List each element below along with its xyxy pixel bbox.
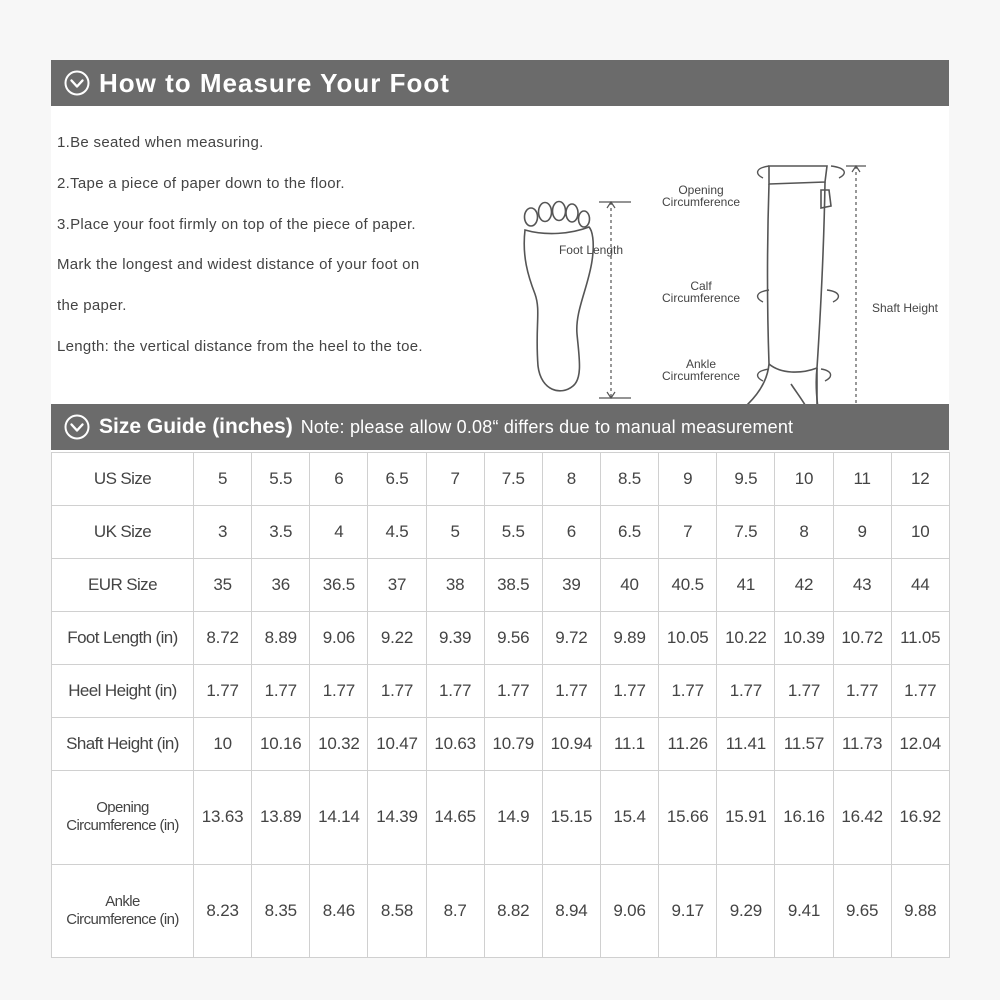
table-cell: 8 — [542, 453, 600, 506]
table-cell: 1.77 — [891, 665, 949, 718]
table-cell: 8.7 — [426, 864, 484, 957]
row-label: Heel Height (in) — [52, 665, 194, 718]
row-label: US Size — [52, 453, 194, 506]
table-cell: 11.26 — [659, 718, 717, 771]
table-cell: 37 — [368, 559, 426, 612]
table-cell: 3 — [194, 506, 252, 559]
table-cell: 38.5 — [484, 559, 542, 612]
table-cell: 36 — [252, 559, 310, 612]
boot-foot-illustration — [51, 106, 949, 404]
row-label: EUR Size — [52, 559, 194, 612]
table-row — [52, 559, 950, 612]
instruction-line: 3.Place your foot firmly on top of the piece of paper. — [57, 215, 416, 233]
size-guide-banner — [51, 404, 949, 450]
table-cell: 7 — [659, 506, 717, 559]
table-cell: 4.5 — [368, 506, 426, 559]
opening-circumference-label: Opening Circumference — [661, 183, 741, 209]
table-cell: 14.65 — [426, 771, 484, 864]
instruction-line: the paper. — [57, 297, 127, 315]
table-cell: 15.15 — [542, 771, 600, 864]
table-cell: 5.5 — [484, 506, 542, 559]
table-cell: 9.17 — [659, 864, 717, 957]
table-cell: 11.1 — [600, 718, 658, 771]
table-cell: 16.16 — [775, 771, 833, 864]
table-cell: 44 — [891, 559, 949, 612]
table-cell: 13.89 — [252, 771, 310, 864]
table-cell: 9.65 — [833, 864, 891, 957]
table-cell: 40 — [600, 559, 658, 612]
table-cell: 9.41 — [775, 864, 833, 957]
table-cell: 9.06 — [310, 612, 368, 665]
table-cell: 5 — [426, 506, 484, 559]
table-cell: 16.92 — [891, 771, 949, 864]
shaft-height-label: Shaft Height — [871, 301, 939, 315]
row-label: UK Size — [52, 506, 194, 559]
foot-length-arrow-icon — [599, 202, 631, 398]
row-label: Ankle Circumference (in) — [52, 864, 194, 957]
table-cell: 6 — [542, 506, 600, 559]
table-cell: 10.39 — [775, 612, 833, 665]
size-table — [51, 452, 950, 958]
table-cell: 10.05 — [659, 612, 717, 665]
table-cell: 7.5 — [484, 453, 542, 506]
table-cell: 1.77 — [600, 665, 658, 718]
table-cell: 8.35 — [252, 864, 310, 957]
foot-outline-icon — [524, 202, 593, 391]
table-cell: 10.79 — [484, 718, 542, 771]
measure-title: How to Measure Your Foot — [99, 67, 450, 98]
table-row — [52, 771, 950, 864]
table-cell: 11.05 — [891, 612, 949, 665]
table-cell: 1.77 — [426, 665, 484, 718]
instruction-line: Length: the vertical distance from the heel to the toe. — [57, 337, 423, 355]
table-cell: 10.72 — [833, 612, 891, 665]
table-cell: 4 — [310, 506, 368, 559]
table-row — [52, 864, 950, 957]
size-table-body — [52, 453, 950, 958]
table-cell: 39 — [542, 559, 600, 612]
table-cell: 9.89 — [600, 612, 658, 665]
instruction-line: Mark the longest and widest distance of your foot on — [57, 256, 420, 274]
chevron-down-circle-icon — [64, 414, 90, 440]
table-cell: 10 — [194, 718, 252, 771]
table-cell: 16.42 — [833, 771, 891, 864]
table-cell: 10 — [775, 453, 833, 506]
chevron-down-circle-icon — [64, 70, 90, 96]
table-cell: 36.5 — [310, 559, 368, 612]
table-cell: 9.72 — [542, 612, 600, 665]
table-cell: 11 — [833, 453, 891, 506]
table-cell: 1.77 — [775, 665, 833, 718]
table-row — [52, 665, 950, 718]
table-cell: 15.4 — [600, 771, 658, 864]
table-cell: 8.58 — [368, 864, 426, 957]
table-cell: 12.04 — [891, 718, 949, 771]
table-cell: 10.16 — [252, 718, 310, 771]
table-cell: 15.66 — [659, 771, 717, 864]
table-cell: 43 — [833, 559, 891, 612]
table-cell: 5.5 — [252, 453, 310, 506]
table-cell: 1.77 — [310, 665, 368, 718]
table-cell: 8.5 — [600, 453, 658, 506]
instruction-line: 2.Tape a piece of paper down to the floor. — [57, 174, 345, 192]
table-cell: 9.5 — [717, 453, 775, 506]
table-cell: 8.23 — [194, 864, 252, 957]
table-cell: 12 — [891, 453, 949, 506]
instruction-line: 1.Be seated when measuring. — [57, 134, 264, 151]
table-cell: 1.77 — [484, 665, 542, 718]
table-cell: 1.77 — [542, 665, 600, 718]
table-cell: 40.5 — [659, 559, 717, 612]
table-cell: 14.14 — [310, 771, 368, 864]
table-row — [52, 453, 950, 506]
table-row — [52, 718, 950, 771]
table-cell: 6 — [310, 453, 368, 506]
table-cell: 10.94 — [542, 718, 600, 771]
table-cell: 10.32 — [310, 718, 368, 771]
table-cell: 11.41 — [717, 718, 775, 771]
shaft-height-arrow-icon — [846, 166, 866, 404]
table-cell: 9.56 — [484, 612, 542, 665]
circumference-ring-icon — [758, 166, 845, 381]
table-cell: 1.77 — [252, 665, 310, 718]
table-cell: 13.63 — [194, 771, 252, 864]
table-cell: 1.77 — [833, 665, 891, 718]
table-cell: 5 — [194, 453, 252, 506]
size-guide-title: Size Guide (inches) — [99, 415, 293, 438]
table-cell: 7.5 — [717, 506, 775, 559]
calf-circumference-label: Calf Circumference — [661, 279, 741, 305]
table-cell: 14.9 — [484, 771, 542, 864]
table-cell: 41 — [717, 559, 775, 612]
table-cell: 9 — [659, 453, 717, 506]
table-cell: 7 — [426, 453, 484, 506]
table-cell: 3.5 — [252, 506, 310, 559]
size-guide-note: Note: please allow 0.08“ differs due to manual measurement — [300, 416, 794, 437]
table-cell: 8.94 — [542, 864, 600, 957]
table-cell: 11.57 — [775, 718, 833, 771]
table-cell: 11.73 — [833, 718, 891, 771]
table-cell: 9 — [833, 506, 891, 559]
row-label: Foot Length (in) — [52, 612, 194, 665]
ankle-circumference-label: Ankle Circumference — [661, 357, 741, 383]
table-cell: 10.22 — [717, 612, 775, 665]
table-cell: 1.77 — [194, 665, 252, 718]
table-row — [52, 612, 950, 665]
table-cell: 10.63 — [426, 718, 484, 771]
table-cell: 10 — [891, 506, 949, 559]
table-cell: 8.72 — [194, 612, 252, 665]
table-cell: 8 — [775, 506, 833, 559]
table-cell: 9.39 — [426, 612, 484, 665]
row-label: Opening Circumference (in) — [52, 771, 194, 864]
table-cell: 1.77 — [659, 665, 717, 718]
measure-header-banner — [51, 60, 949, 106]
table-cell: 38 — [426, 559, 484, 612]
table-cell: 1.77 — [717, 665, 775, 718]
table-cell: 15.91 — [717, 771, 775, 864]
table-row — [52, 506, 950, 559]
table-cell: 6.5 — [600, 506, 658, 559]
table-cell: 14.39 — [368, 771, 426, 864]
table-cell: 10.47 — [368, 718, 426, 771]
table-cell: 6.5 — [368, 453, 426, 506]
row-label: Shaft Height (in) — [52, 718, 194, 771]
table-cell: 8.82 — [484, 864, 542, 957]
measurement-diagram — [51, 106, 949, 404]
table-cell: 9.06 — [600, 864, 658, 957]
table-cell: 42 — [775, 559, 833, 612]
table-cell: 8.46 — [310, 864, 368, 957]
foot-length-label: Foot Length — [558, 243, 624, 257]
table-cell: 9.29 — [717, 864, 775, 957]
table-cell: 8.89 — [252, 612, 310, 665]
size-chart-card — [51, 60, 949, 958]
table-cell: 9.22 — [368, 612, 426, 665]
table-cell: 35 — [194, 559, 252, 612]
table-cell: 9.88 — [891, 864, 949, 957]
table-cell: 1.77 — [368, 665, 426, 718]
